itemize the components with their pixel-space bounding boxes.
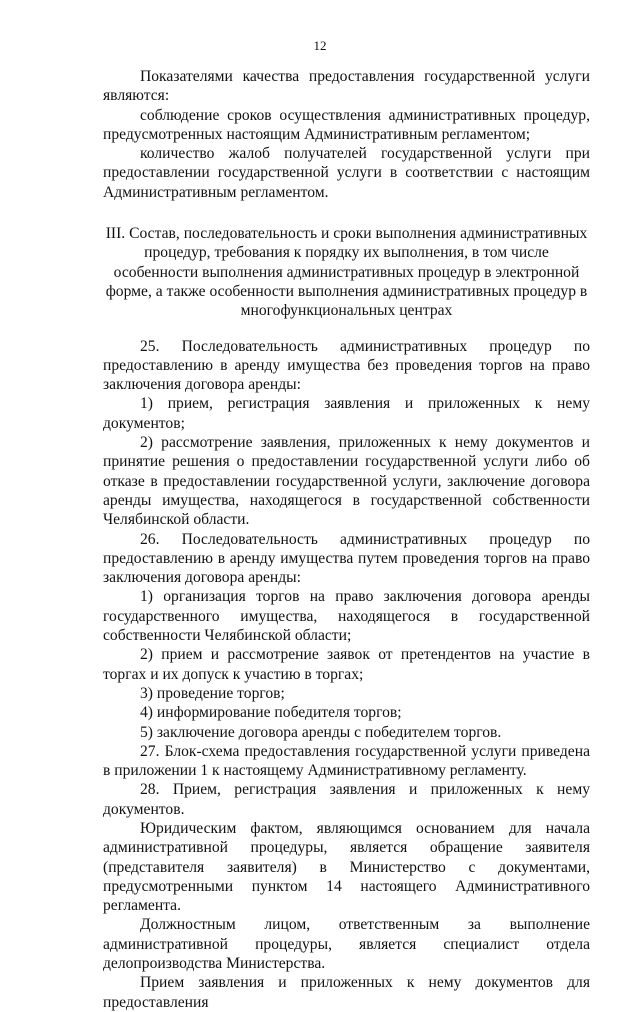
paragraph-27: 27. Блок-схема предоставления государственной услуги приведена в приложении 1 к настоящему Административному регламенту.: [103, 742, 590, 780]
paragraph-25: 25. Последовательность административных процедур по предоставлению в аренду имущества без проведения торгов на право заключения договора аренды:: [103, 337, 590, 394]
list-item-26-5: 5) заключение договора аренды с победителем торгов.: [140, 723, 502, 741]
page-number: 12: [313, 38, 327, 53]
list-item-25-1: 1) прием, регистрация заявления и приложенных к нему документов;: [103, 395, 590, 432]
list-item-26-1: 1) организация торгов на право заключения договора аренды государственного имущества, находящегося в государственной собственности Челябинской области;: [103, 588, 590, 645]
document-body: [103, 67, 590, 1012]
list-item-26-2: 2) прием и рассмотрение заявок от претендентов на участие в торгах и их допуск к участию в торгах;: [103, 646, 590, 683]
paragraph-28-responsible: Должностным лицом, ответственным за выполнение административной процедуры, является специалист отдела делопроизводства Министерства.: [103, 916, 590, 973]
section-heading: III. Состав, последовательность и сроки выполнения административных процедур, требования к порядку их выполнения, в том числе особенности выполнения административных процедур в электронной форме, а также особенности выполнения административных процедур в многофункциональных центрах: [105, 225, 588, 320]
paragraph-28-legal-fact: Юридическим фактом, являющимся основанием для начала административной процедуры, является обращение заявителя (представителя заявителя) в Министерство с документами, предусмотренными пунктом 14 настоящего Административного регламента.: [103, 819, 590, 915]
paragraph-26: 26. Последовательность административных процедур по предоставлению в аренду имущества путем проведения торгов на право заключения договора аренды:: [103, 530, 590, 587]
paragraph-28: 28. Прием, регистрация заявления и приложенных к нему документов.: [103, 781, 590, 818]
paragraph-28-reception: Прием заявления и приложенных к нему документов для предоставления: [103, 974, 590, 1011]
list-item-26-4: 4) информирование победителя торгов;: [140, 704, 402, 722]
paragraph-quality-indicators: Показателями качества предоставления государственной услуги являются:: [103, 68, 590, 105]
paragraph-complaints: количество жалоб получателей государственной услуги при предоставлении государственной услуги в соответствии с настоящим Административным регламентом.: [103, 145, 590, 201]
list-item-26-3: 3) проведение торгов;: [140, 684, 285, 702]
list-item-25-2: 2) рассмотрение заявления, приложенных к нему документов и принятие решения о предоставлении государственной услуги либо об отказе в предоставлении государственной услуги, заключение договора аренды имущества, находящегося в государственной собственности Челябинской области.: [103, 434, 590, 529]
paragraph-deadlines: соблюдение сроков осуществления административных процедур, предусмотренных настоящим Административным регламентом;: [103, 106, 590, 143]
